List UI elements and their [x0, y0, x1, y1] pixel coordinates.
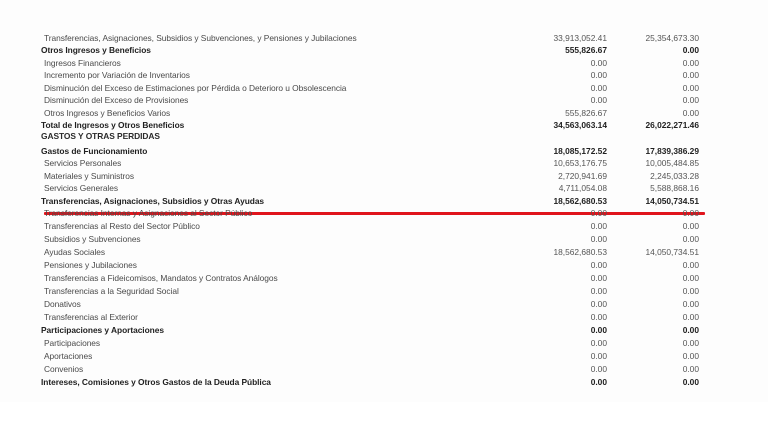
current-period-value: 0.00: [590, 221, 607, 231]
current-period-value: 0.00: [590, 351, 607, 361]
subtotal-row: [0, 324, 768, 336]
statement-row: [0, 32, 768, 44]
current-period-value: 0.00: [590, 95, 607, 105]
current-period-value: 10,653,176.75: [553, 158, 607, 168]
current-period-value: 0.00: [590, 260, 607, 270]
prior-period-value: 0.00: [682, 221, 699, 231]
prior-period-value: 14,050,734.51: [645, 196, 699, 206]
statement-row: [0, 69, 768, 81]
statement-row: [0, 311, 768, 323]
row-label: Disminución del Exceso de Provisiones: [44, 95, 189, 105]
row-label: Pensiones y Jubilaciones: [44, 260, 137, 270]
current-period-value: 18,562,680.53: [553, 247, 607, 257]
prior-period-value: 25,354,673.30: [645, 33, 699, 43]
current-period-value: 0.00: [590, 299, 607, 309]
prior-period-value: 0.00: [682, 108, 699, 118]
prior-period-value: 0.00: [682, 45, 699, 55]
prior-period-value: 0.00: [682, 58, 699, 68]
current-period-value: 555,826.67: [565, 108, 607, 118]
prior-period-value: 17,839,386.29: [645, 146, 699, 156]
row-label: Transferencias a la Seguridad Social: [44, 286, 179, 296]
section-heading-row: [0, 130, 768, 142]
row-label: Otros Ingresos y Beneficios: [41, 45, 151, 55]
row-label: Participaciones y Aportaciones: [41, 325, 164, 335]
current-period-value: 0.00: [590, 377, 607, 387]
statement-row: [0, 57, 768, 69]
statement-row: [0, 363, 768, 375]
prior-period-value: 0.00: [682, 351, 699, 361]
row-label: Gastos de Funcionamiento: [41, 146, 148, 156]
prior-period-value: 0.00: [682, 286, 699, 296]
statement-row: [0, 272, 768, 284]
subtotal-row: [0, 145, 768, 157]
current-period-value: 0.00: [590, 312, 607, 322]
row-label: Transferencias al Exterior: [44, 312, 138, 322]
prior-period-value: 0.00: [682, 234, 699, 244]
statement-row: [0, 220, 768, 232]
row-label: Ingresos Financieros: [44, 58, 121, 68]
row-label: GASTOS Y OTRAS PERDIDAS: [41, 131, 160, 141]
cut-off-row: [41, 398, 321, 402]
current-period-value: 18,562,680.53: [553, 196, 607, 206]
statement-row: [0, 350, 768, 362]
statement-row: [0, 170, 768, 182]
statement-row: [0, 107, 768, 119]
row-label: Ayudas Sociales: [44, 247, 106, 257]
row-label: Aportaciones: [44, 351, 93, 361]
current-period-value: 0.00: [590, 338, 607, 348]
row-label: Disminución del Exceso de Estimaciones por Pérdida o Deterioro u Obsolescencia: [44, 83, 347, 93]
current-period-value: 0.00: [590, 234, 607, 244]
row-label: Transferencias a Fideicomisos, Mandatos y Contratos Análogos: [44, 273, 278, 283]
row-label: Subsidios y Subvenciones: [44, 234, 141, 244]
row-label: Otros Ingresos y Beneficios Varios: [44, 108, 171, 118]
row-label: Servicios Generales: [44, 183, 118, 193]
prior-period-value: 0.00: [682, 208, 699, 218]
prior-period-value: 0.00: [682, 377, 699, 387]
prior-period-value: 10,005,484.85: [645, 158, 699, 168]
prior-period-value: 0.00: [682, 364, 699, 374]
current-period-value: 18,085,172.52: [553, 146, 607, 156]
prior-period-value: 0.00: [682, 273, 699, 283]
current-period-value: 4,711,054.08: [558, 183, 607, 193]
subtotal-row: [0, 376, 768, 388]
prior-period-value: 0.00: [682, 338, 699, 348]
statement-row: [0, 157, 768, 169]
subtotal-row: [0, 195, 768, 207]
current-period-value: 555,826.67: [565, 45, 607, 55]
statement-row: [0, 285, 768, 297]
row-label: Convenios: [44, 364, 84, 374]
prior-period-value: 0.00: [682, 260, 699, 270]
prior-period-value: 0.00: [682, 83, 699, 93]
statement-row: [0, 207, 768, 219]
row-label: Transferencias Internas y Asignaciones al Sector Público: [44, 208, 253, 218]
current-period-value: 0.00: [590, 83, 607, 93]
current-period-value: 0.00: [590, 364, 607, 374]
current-period-value: 33,913,052.41: [553, 33, 607, 43]
prior-period-value: 0.00: [682, 70, 699, 80]
prior-period-value: 2,245,033.28: [650, 171, 699, 181]
row-label: Servicios Personales: [44, 158, 122, 168]
row-label: Intereses, Comisiones y Otros Gastos de la Deuda Pública: [41, 377, 271, 387]
row-label: Total de Ingresos y Otros Beneficios: [41, 120, 185, 130]
current-period-value: 0.00: [590, 58, 607, 68]
statement-row: [0, 182, 768, 194]
current-period-value: 2,720,941.69: [558, 171, 607, 181]
prior-period-value: 0.00: [682, 325, 699, 335]
statement-row: [0, 259, 768, 271]
prior-period-value: 0.00: [682, 299, 699, 309]
prior-period-value: 5,588,868.16: [650, 183, 699, 193]
statement-row: [0, 246, 768, 258]
row-label: Transferencias al Resto del Sector Público: [44, 221, 200, 231]
statement-row: [0, 233, 768, 245]
statement-row: [0, 82, 768, 94]
row-label: Transferencias, Asignaciones, Subsidios y Subvenciones, y Pensiones y Jubilaciones: [44, 33, 357, 43]
prior-period-value: 26,022,271.46: [645, 120, 699, 130]
current-period-value: 0.00: [590, 325, 607, 335]
current-period-value: 0.00: [590, 286, 607, 296]
current-period-value: 0.00: [590, 208, 607, 218]
current-period-value: 0.00: [590, 70, 607, 80]
row-label: Materiales y Suministros: [44, 171, 135, 181]
subtotal-row: [0, 44, 768, 56]
row-label: Transferencias, Asignaciones, Subsidios y Otras Ayudas: [41, 196, 265, 206]
prior-period-value: 0.00: [682, 95, 699, 105]
current-period-value: 0.00: [590, 273, 607, 283]
row-label: Donativos: [44, 299, 81, 309]
prior-period-value: 14,050,734.51: [645, 247, 699, 257]
statement-row: [0, 298, 768, 310]
row-label: Incremento por Variación de Inventarios: [44, 70, 190, 80]
statement-row: [0, 94, 768, 106]
statement-row: [0, 337, 768, 349]
current-period-value: 34,563,063.14: [553, 120, 607, 130]
row-label: Participaciones: [44, 338, 101, 348]
prior-period-value: 0.00: [682, 312, 699, 322]
